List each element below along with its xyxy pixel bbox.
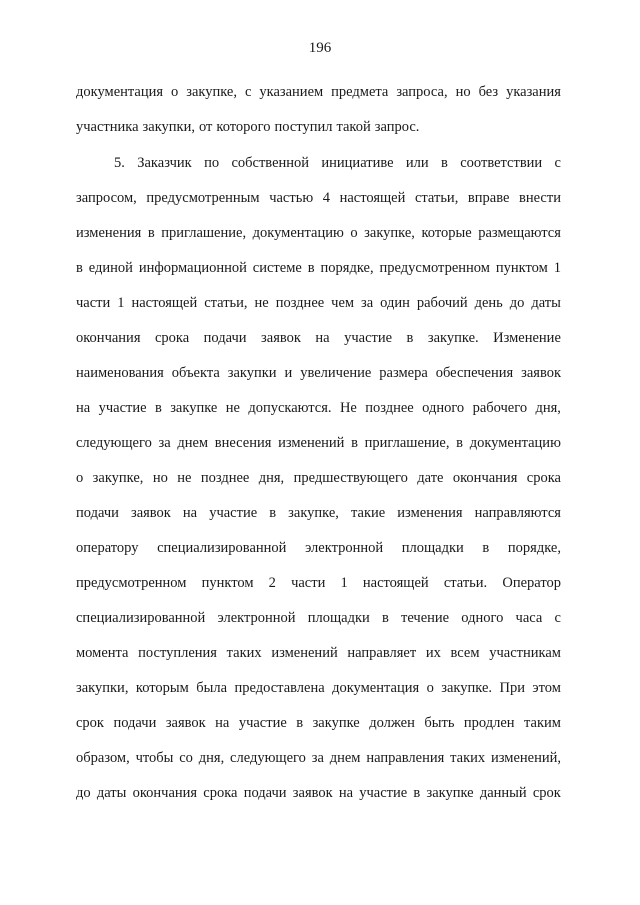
text-line: о закупке, но не позднее дня, предшествующего дате окончания срока [76, 470, 561, 486]
text-line: на участие в закупке не допускаются. Не позднее одного рабочего дня, [76, 400, 561, 416]
text-line: до даты окончания срока подачи заявок на участие в закупке данный срок [76, 785, 561, 801]
text-line: участника закупки, от которого поступил такой запрос. [76, 119, 420, 135]
paragraph-item-5 [76, 146, 561, 811]
page-number: 196 [308, 40, 332, 56]
text-line: момента поступления таких изменений направляет их всем участникам [76, 645, 561, 661]
text-line: закупки, которым была предоставлена документация о закупке. При этом [76, 680, 561, 696]
text-line: 5. Заказчик по собственной инициативе или в соответствии с [114, 155, 561, 171]
text-line: оператору специализированной электронной площадки в порядке, [76, 540, 561, 556]
text-line: предусмотренном пунктом 2 части 1 настоящей статьи. Оператор [76, 575, 561, 591]
text-line: в единой информационной системе в порядке, предусмотренном пунктом 1 [76, 260, 561, 276]
text-line: подачи заявок на участие в закупке, такие изменения направляются [76, 505, 561, 521]
text-line: запросом, предусмотренным частью 4 настоящей статьи, вправе внести [76, 190, 561, 206]
text-line: срок подачи заявок на участие в закупке должен быть продлен таким [76, 715, 561, 731]
text-line: следующего за днем внесения изменений в приглашение, в документацию [76, 435, 561, 451]
text-line: окончания срока подачи заявок на участие в закупке. Изменение [76, 330, 561, 346]
text-line: специализированной электронной площадки в течение одного часа с [76, 610, 561, 626]
paragraph-continuation [76, 75, 561, 145]
text-line: документация о закупке, с указанием предмета запроса, но без указания [76, 84, 561, 100]
text-line: изменения в приглашение, документацию о закупке, которые размещаются [76, 225, 561, 241]
text-line: образом, чтобы со дня, следующего за днем направления таких изменений, [76, 750, 561, 766]
text-line: наименования объекта закупки и увеличение размера обеспечения заявок [76, 365, 561, 381]
text-line: части 1 настоящей статьи, не позднее чем за один рабочий день до даты [76, 295, 561, 311]
